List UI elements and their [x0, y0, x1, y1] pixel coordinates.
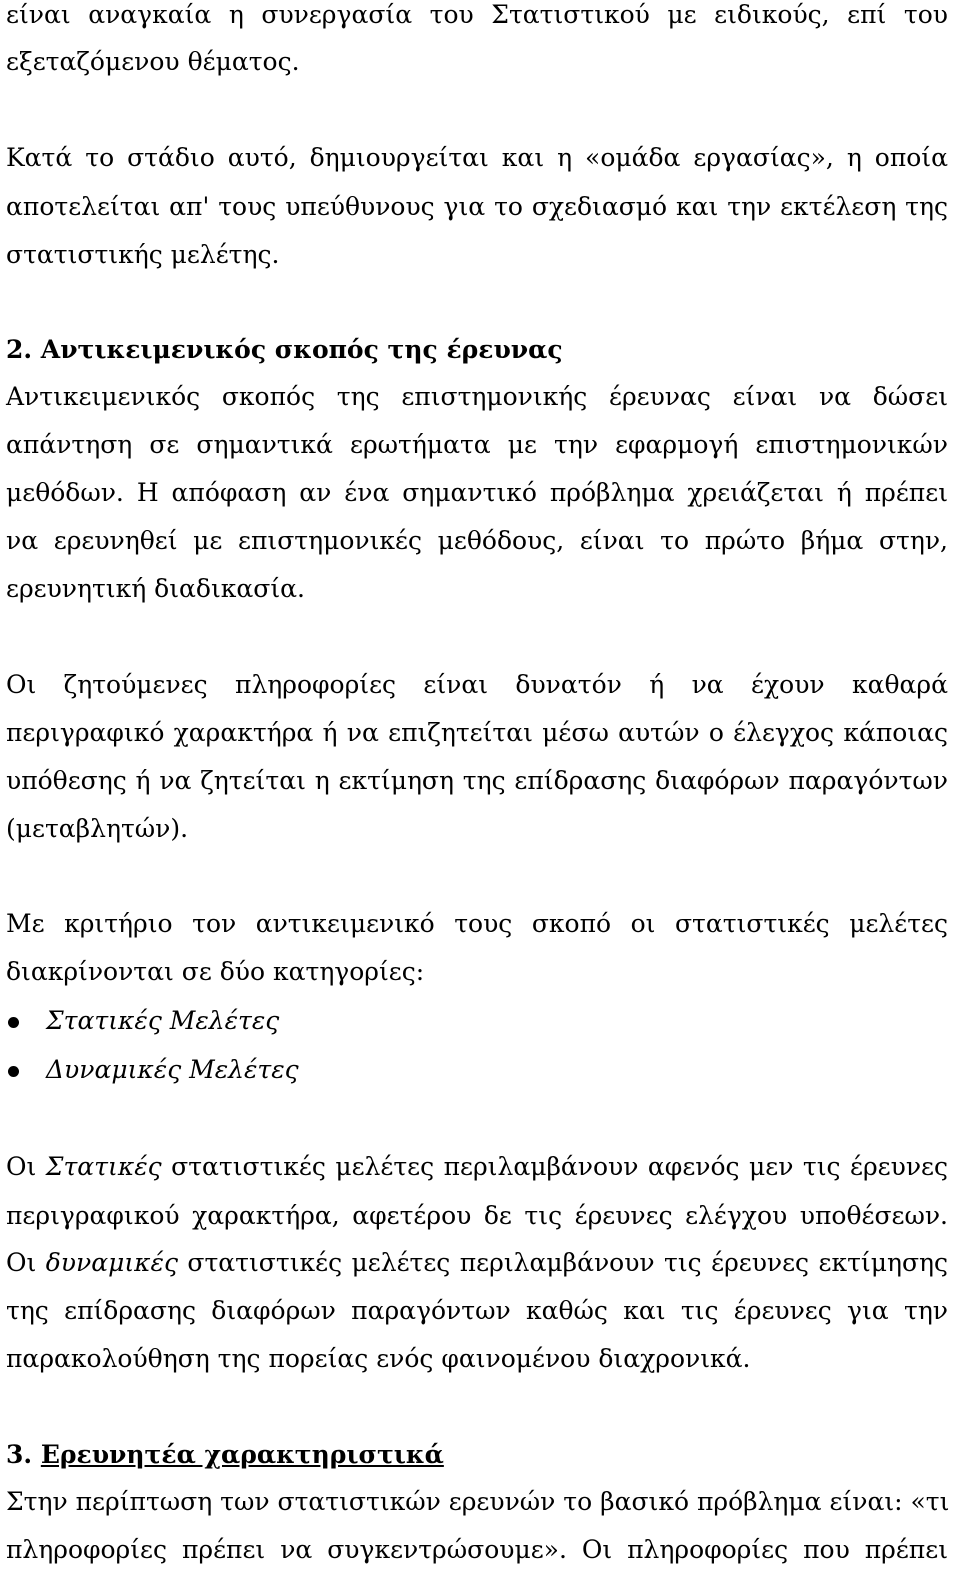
para5-line3-pre: Οι: [6, 1248, 46, 1277]
section2-line4: να ερευνηθεί με επιστημονικές μεθόδους, είναι το πρώτο βήμα στην,: [6, 526, 948, 555]
bullet-text-static: Στατικές Μελέτες: [46, 1006, 280, 1035]
para1-line1: είναι αναγκαία η συνεργασία του Στατιστικού με ειδικούς, επί του: [6, 0, 948, 29]
bullet-text-dynamic: Δυναμικές Μελέτες: [46, 1055, 299, 1084]
section2-line5: ερευνητική διαδικασία.: [6, 574, 305, 603]
section2-line2: απάντηση σε σημαντικά ερωτήματα με την εφαρμογή επιστημονικών: [6, 430, 948, 459]
para3-line2: περιγραφικό χαρακτήρα ή να επιζητείται μέσω αυτών ο έλεγχος κάποιας: [6, 718, 948, 747]
para5-line3-post: στατιστικές μελέτες περιλαμβάνουν τις έρευνες εκτίμησης: [177, 1248, 948, 1277]
bullet-icon: [8, 1066, 19, 1077]
para3-line3: υπόθεσης ή να ζητείται η εκτίμηση της επίδρασης διαφόρων παραγόντων: [6, 766, 948, 795]
para1-line2: εξεταζόμενου θέματος.: [6, 47, 300, 76]
para5-line2: περιγραφικού χαρακτήρα, αφετέρου δε τις έρευνες ελέγχου υποθέσεων.: [6, 1201, 948, 1230]
para3-line4: (μεταβλητών).: [6, 814, 189, 843]
para5-line4: της επίδρασης διαφόρων παραγόντων καθώς και τις έρευνες για την: [6, 1296, 948, 1325]
bullet-icon: [8, 1017, 19, 1028]
para5-line1: [6, 1152, 948, 1182]
para5-line3: [6, 1248, 948, 1278]
para5-line1-emphasis: Στατικές: [45, 1152, 162, 1181]
section3-line2: πληροφορίες πρέπει να συγκεντρώσουμε». Οι πληροφορίες που πρέπει: [6, 1535, 948, 1564]
para2-line3: στατιστικής μελέτης.: [6, 240, 280, 269]
para4-line2: διακρίνονται σε δύο κατηγορίες:: [6, 957, 425, 986]
para4-line1: Με κριτήριο τον αντικειμενικό τους σκοπό οι στατιστικές μελέτες: [6, 909, 948, 938]
para5-line1-pre: Οι: [6, 1152, 46, 1181]
section3-heading-text: Ερευνητέα χαρακτηριστικά: [40, 1440, 444, 1469]
para5-line1-post: στατιστικές μελέτες περιλαμβάνουν αφενός μεν τις έρευνες: [161, 1152, 948, 1181]
section2-line1: Αντικειμενικός σκοπός της επιστημονικής έρευνας είναι να δώσει: [6, 382, 948, 411]
para2-line2: αποτελείται απ' τους υπεύθυνους για το σχεδιασμό και την εκτέλεση της: [6, 192, 948, 221]
section3-heading: [6, 1440, 444, 1470]
section2-heading: 2. Αντικειμενικός σκοπός της έρευνας: [6, 335, 563, 364]
para2-line1: Κατά το στάδιο αυτό, δημιουργείται και η «ομάδα εργασίας», η οποία: [6, 143, 948, 172]
para5-line5: παρακολούθηση της πορείας ενός φαινομένου διαχρονικά.: [6, 1344, 751, 1373]
para5-line3-emphasis: δυναμικές: [45, 1248, 178, 1277]
section3-heading-number: 3.: [6, 1440, 41, 1469]
section3-line1: Στην περίπτωση των στατιστικών ερευνών το βασικό πρόβλημα είναι: «τι: [6, 1487, 950, 1516]
para3-line1: Οι ζητούμενες πληροφορίες είναι δυνατόν ή να έχουν καθαρά: [6, 670, 948, 699]
section2-line3: μεθόδων. Η απόφαση αν ένα σημαντικό πρόβλημα χρειάζεται ή πρέπει: [6, 478, 948, 507]
